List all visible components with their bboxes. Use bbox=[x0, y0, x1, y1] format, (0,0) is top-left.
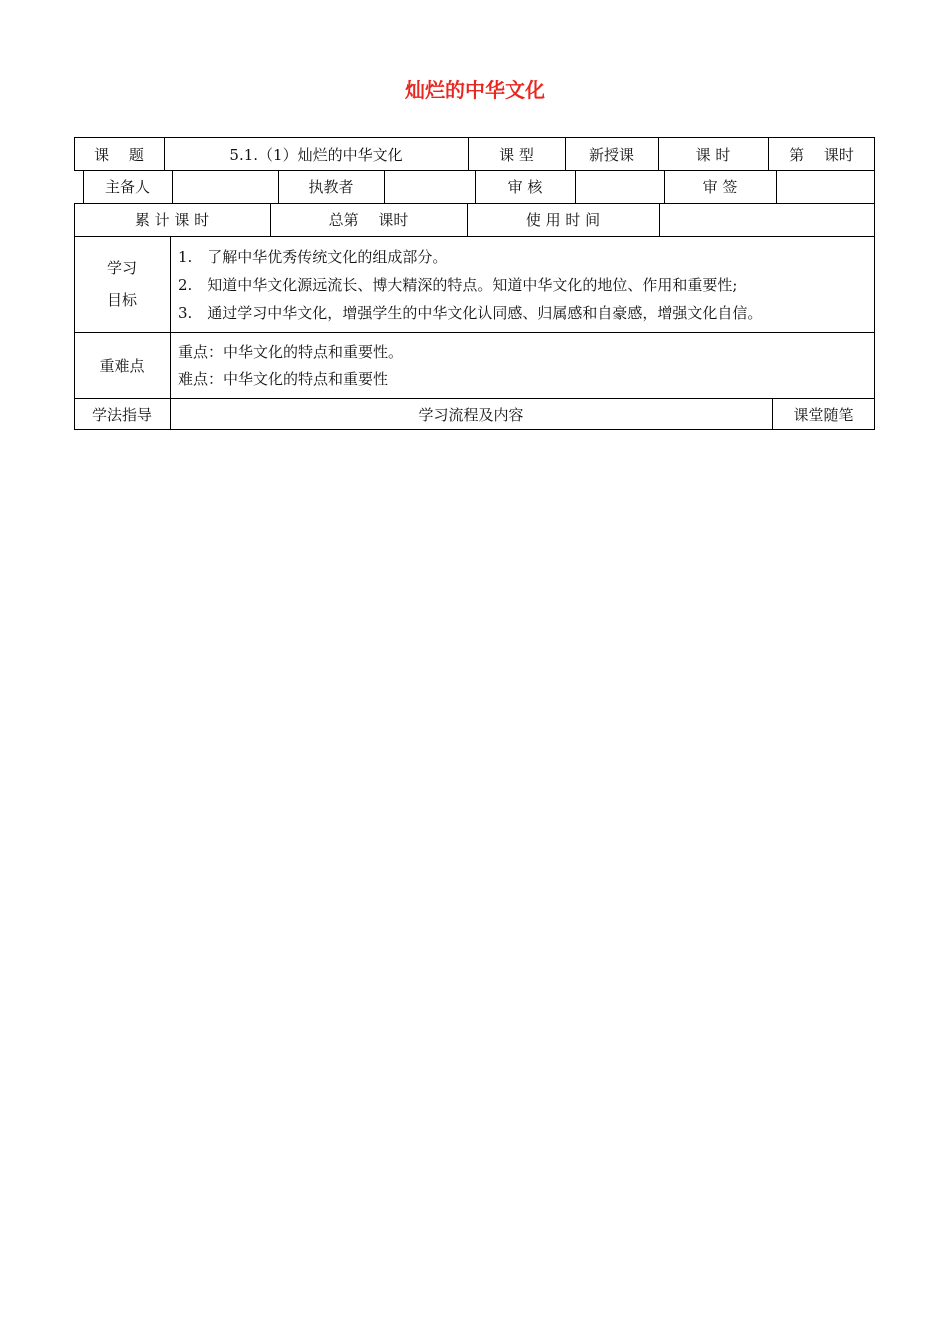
row-process-header bbox=[74, 398, 875, 430]
preparer-label: 主备人 bbox=[104, 178, 150, 196]
objective-item: 3. 通过学习中华文化，增强学生的中华文化认同感、归属感和自豪感，增强文化自信。 bbox=[178, 303, 763, 322]
grid-line bbox=[164, 137, 165, 170]
grid-line bbox=[170, 236, 171, 430]
table-border-top bbox=[74, 137, 875, 138]
grid-line bbox=[475, 170, 476, 203]
sign-label: 审 签 bbox=[702, 178, 738, 196]
use-time-value bbox=[659, 203, 875, 236]
objectives-label-line1: 学习 bbox=[106, 259, 137, 277]
table-border-left bbox=[83, 170, 84, 203]
grid-line bbox=[270, 203, 271, 236]
hours-label: 课 时 bbox=[695, 145, 731, 164]
objectives-label-line2: 目标 bbox=[106, 291, 137, 309]
type-label: 课 型 bbox=[499, 145, 534, 164]
grid-line bbox=[467, 203, 468, 236]
difficulty-point: 难点：中华文化的特点和重要性 bbox=[178, 370, 389, 388]
grid-line bbox=[278, 170, 279, 203]
topic-label: 课 题 bbox=[94, 145, 144, 164]
topic-value: 5.1.（1）灿烂的中华文化 bbox=[229, 145, 403, 164]
grid-line bbox=[575, 170, 576, 203]
grid-line bbox=[768, 137, 769, 170]
table-border-left bbox=[74, 137, 75, 170]
grid-line bbox=[74, 332, 875, 333]
grid-line bbox=[659, 203, 660, 236]
grid-line bbox=[74, 203, 875, 204]
row-key-points bbox=[74, 332, 875, 398]
cumulative-hours-label: 累 计 课 时 bbox=[134, 211, 210, 229]
row-objectives bbox=[74, 236, 875, 332]
review-value bbox=[575, 170, 664, 203]
grid-line bbox=[74, 398, 875, 399]
objective-item: 1. 了解中华优秀传统文化的组成部分。 bbox=[178, 247, 448, 266]
table-border-bottom bbox=[74, 429, 875, 430]
grid-line bbox=[565, 137, 566, 170]
class-notes-label: 课堂随笔 bbox=[793, 405, 854, 424]
executor-value bbox=[384, 170, 475, 203]
grid-line bbox=[658, 137, 659, 170]
table-border-left bbox=[74, 203, 75, 430]
grid-line bbox=[74, 236, 875, 237]
grid-line bbox=[772, 398, 773, 430]
row-schedule bbox=[74, 203, 875, 236]
use-time-label: 使 用 时 间 bbox=[525, 211, 601, 229]
table-border-right bbox=[874, 137, 875, 430]
total-hours-label: 总第 课时 bbox=[328, 211, 409, 229]
objectives-list bbox=[170, 236, 875, 332]
sign-value bbox=[776, 170, 875, 203]
objective-item: 2. 知道中华文化源远流长、博大精深的特点。知道中华文化的地位、作用和重要性; bbox=[178, 275, 738, 294]
method-guide-label: 学法指导 bbox=[91, 405, 152, 424]
review-label: 审 核 bbox=[507, 178, 543, 196]
type-value: 新授课 bbox=[588, 145, 634, 164]
grid-line bbox=[776, 170, 777, 203]
process-content-label: 学习流程及内容 bbox=[418, 405, 524, 424]
grid-line bbox=[172, 170, 173, 203]
key-points-label: 重难点 bbox=[99, 356, 145, 375]
key-points-content bbox=[170, 332, 875, 398]
focus-point: 重点：中华文化的特点和重要性。 bbox=[178, 343, 404, 361]
row-staff bbox=[83, 170, 875, 203]
executor-label: 执教者 bbox=[308, 178, 354, 196]
preparer-value bbox=[172, 170, 278, 203]
hours-value: 第 课时 bbox=[789, 145, 854, 164]
grid-line bbox=[384, 170, 385, 203]
document-title: 灿烂的中华文化 bbox=[405, 78, 545, 102]
row-topic bbox=[74, 138, 875, 170]
grid-line bbox=[664, 170, 665, 203]
objectives-label bbox=[74, 236, 170, 332]
grid-line bbox=[468, 137, 469, 170]
